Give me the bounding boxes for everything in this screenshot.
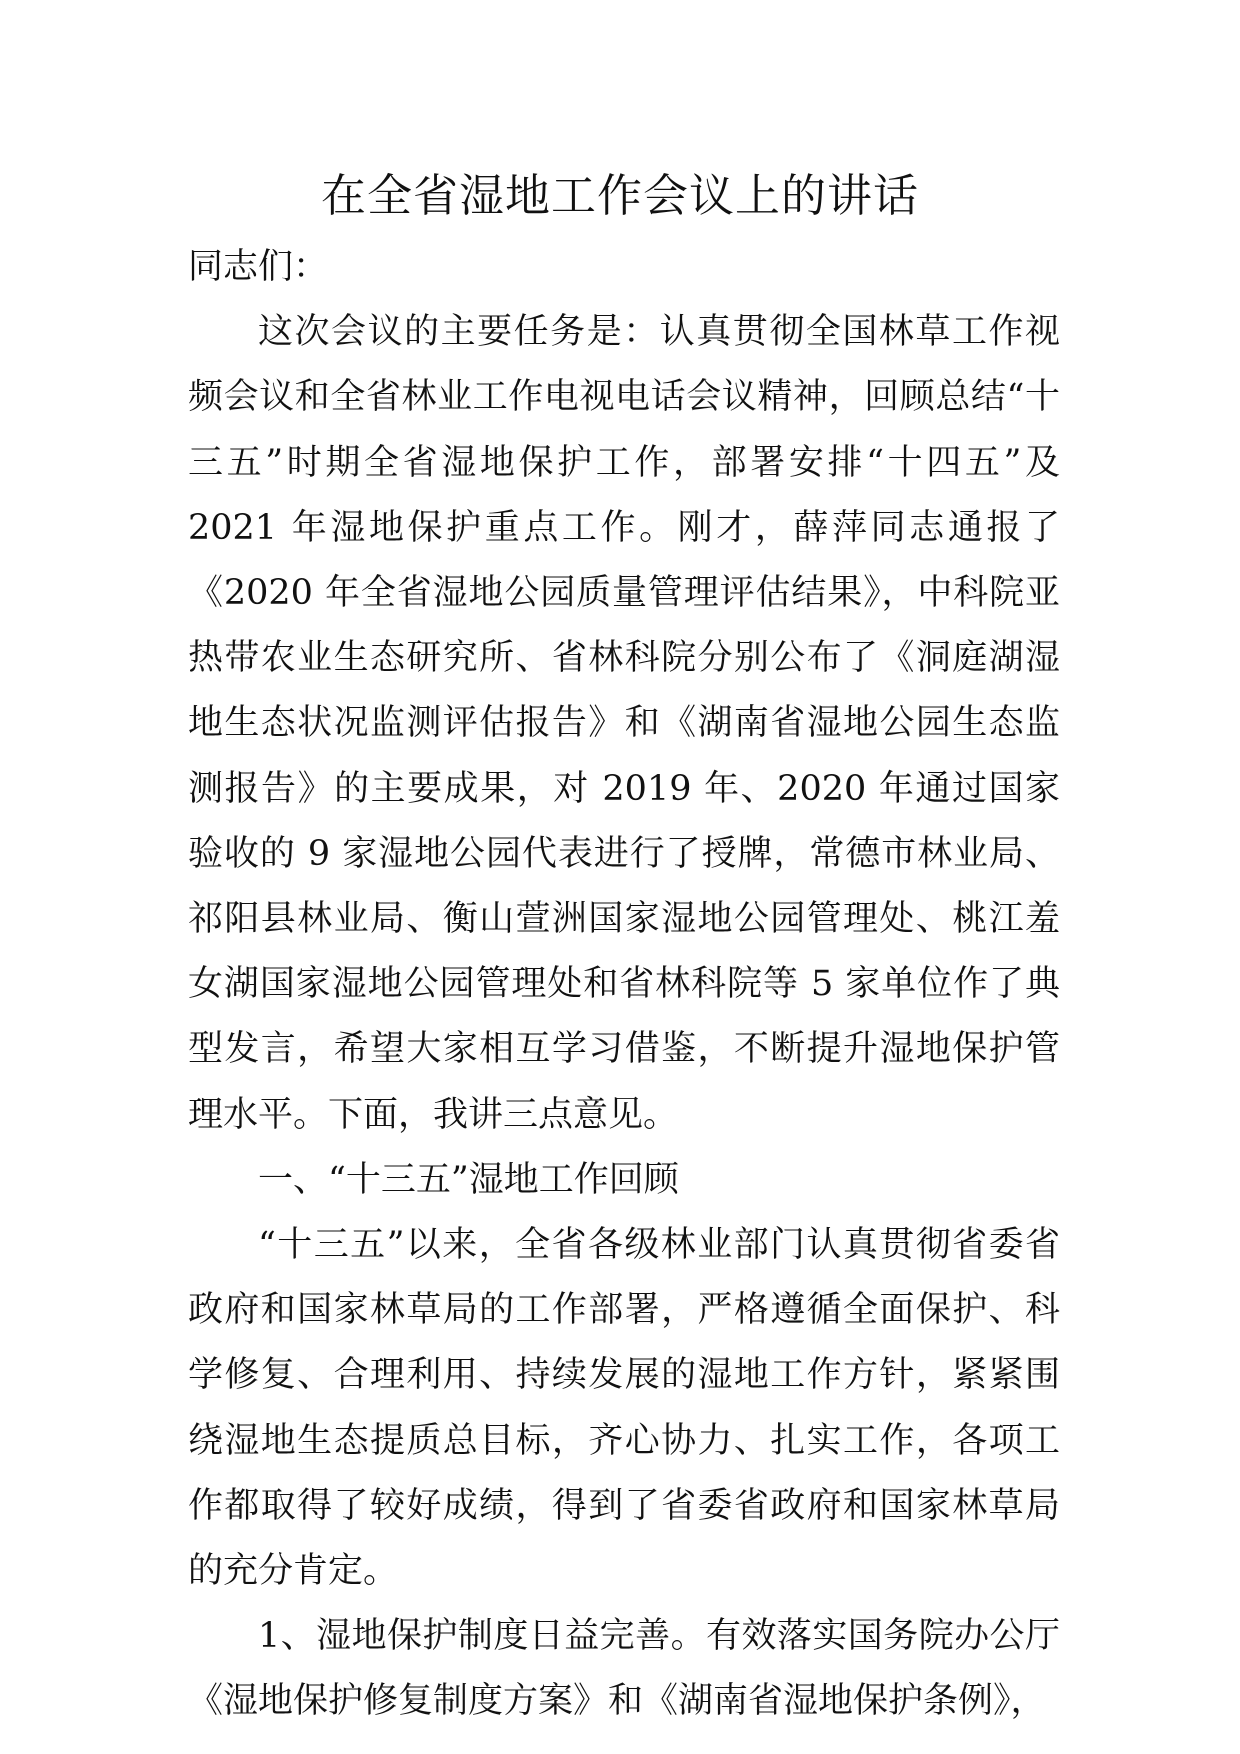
- paragraph-item-1: 1、湿地保护制度日益完善。有效落实国务院办公厅《湿地保护修复制度方案》和《湖南省湿地保护条例》，: [188, 1616, 1060, 1722]
- paragraph-review: “十三五”以来，全省各级林业部门认真贯彻省委省政府和国家林草局的工作部署，严格遵循全面保护、科学修复、合理利用、持续发展的湿地工作方针，紧紧围绕湿地生态提质总目标，齐心协力、扎实工作，各项工作都取得了较好成绩，得到了省委省政府和国家林草局的充分肯定。: [188, 1225, 1060, 1592]
- section-heading-review: 一、“十三五”湿地工作回顾: [258, 1159, 679, 1200]
- paragraph-intro: 这次会议的主要任务是：认真贯彻全国林草工作视频会议和全省林业工作电视电话会议精神，回顾总结“十三五”时期全省湿地保护工作，部署安排“十四五”及 2021 年湿地保护重点工作。刚才，薛萍同志通报了《2020 年全省湿地公园质量管理评估结果》，中科院亚热带农业生态研究所、省林科院分别公布了《洞庭湖湿地生态状况监测评估报告》和《湖南省湿地公园生态监测报告》的主要成果，对 2019 年、2020 年通过国家验收的 9 家湿地公园代表进行了授牌，常德市林业局、祁阳县林业局、衡山萱洲国家湿地公园管理处、桃江羞女湖国家湿地公园管理处和省林科院等 5 家单位作了典型发言，希望大家相互学习借鉴，不断提升湿地保护管理水平。下面，我讲三点意见。: [188, 312, 1060, 1135]
- document-title: 在全省湿地工作会议上的讲话: [320, 169, 919, 222]
- salutation: 同志们：: [188, 247, 329, 287]
- document-body: [188, 235, 1060, 1735]
